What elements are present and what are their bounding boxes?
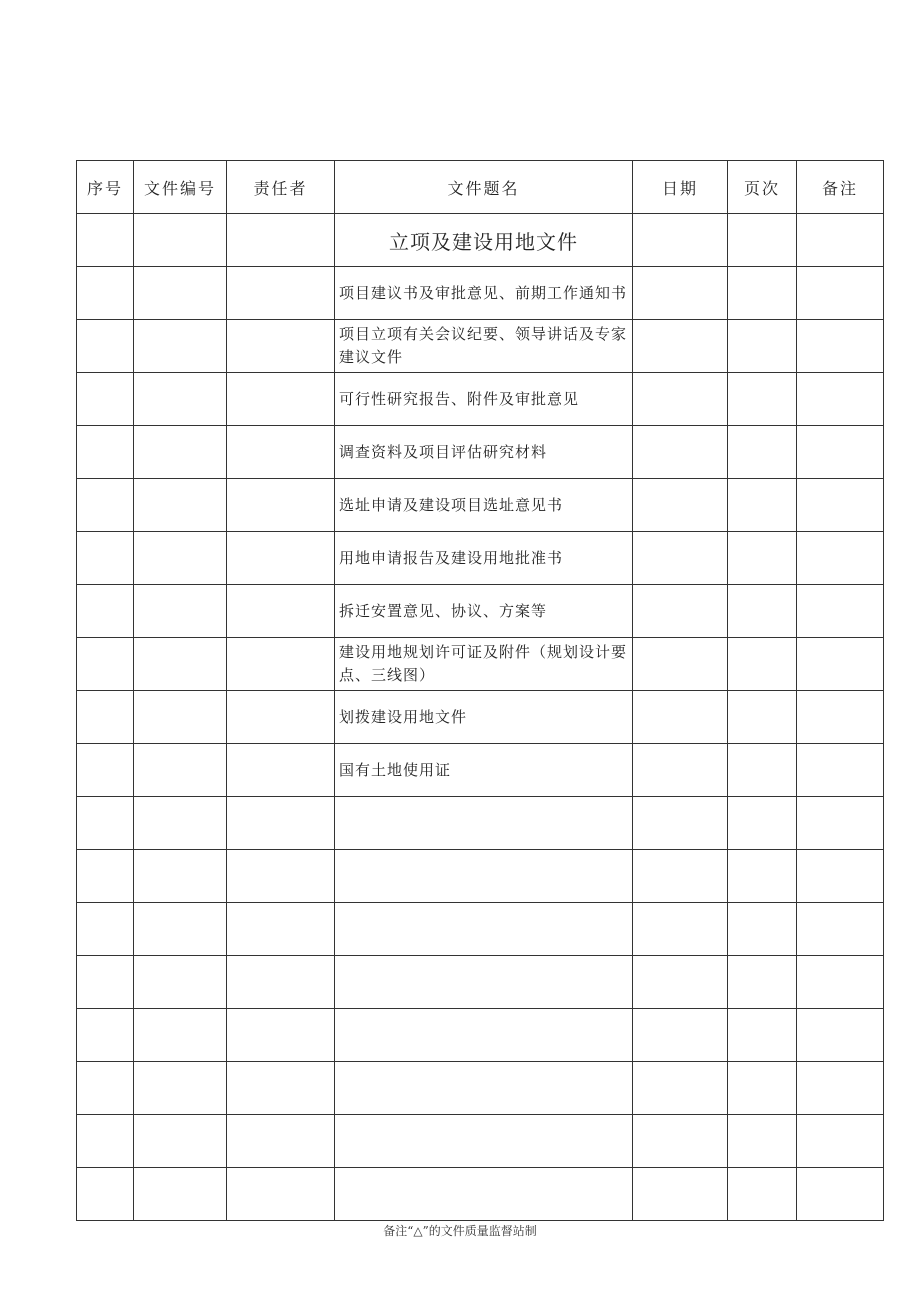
file-title-cell: 可行性研究报告、附件及审批意见: [335, 373, 633, 426]
file-title-cell: [335, 1115, 633, 1168]
file-title-cell: [335, 797, 633, 850]
responsible-cell: [227, 267, 335, 320]
remarks-cell: [797, 1062, 884, 1115]
remarks-cell: [797, 956, 884, 1009]
responsible-cell: [227, 479, 335, 532]
serial-cell: [77, 214, 134, 267]
empty-row: [77, 797, 884, 850]
file-number-cell: [134, 1009, 227, 1062]
file-number-cell: [134, 797, 227, 850]
table-row: [77, 532, 884, 585]
responsible-cell: [227, 585, 335, 638]
header-file-title: 文件题名: [335, 161, 633, 214]
file-title-cell: [335, 903, 633, 956]
remarks-cell: [797, 532, 884, 585]
file-title-cell: [335, 1168, 633, 1221]
file-title-cell: 项目建议书及审批意见、前期工作通知书: [335, 267, 633, 320]
remarks-cell: [797, 744, 884, 797]
serial-cell: [77, 1168, 134, 1221]
table-row: [77, 585, 884, 638]
page-cell: [728, 532, 797, 585]
file-register-table: [76, 160, 884, 1221]
serial-cell: [77, 638, 134, 691]
empty-row: [77, 956, 884, 1009]
header-file-number: 文件编号: [134, 161, 227, 214]
header-serial-number: 序号: [77, 161, 134, 214]
date-cell: [633, 373, 728, 426]
file-number-cell: [134, 267, 227, 320]
file-number-cell: [134, 585, 227, 638]
empty-row: [77, 1115, 884, 1168]
serial-cell: [77, 320, 134, 373]
responsible-cell: [227, 426, 335, 479]
date-cell: [633, 797, 728, 850]
header-page-number: 页次: [728, 161, 797, 214]
remarks-cell: [797, 479, 884, 532]
remarks-cell: [797, 850, 884, 903]
page-cell: [728, 638, 797, 691]
file-number-cell: [134, 956, 227, 1009]
serial-cell: [77, 956, 134, 1009]
file-number-cell: [134, 320, 227, 373]
header-date: 日期: [633, 161, 728, 214]
date-cell: [633, 1168, 728, 1221]
file-number-cell: [134, 532, 227, 585]
remarks-cell: [797, 267, 884, 320]
file-title-cell: 划拨建设用地文件: [335, 691, 633, 744]
responsible-cell: [227, 956, 335, 1009]
document-sheet: [76, 160, 883, 1221]
empty-row: [77, 1062, 884, 1115]
responsible-cell: [227, 1168, 335, 1221]
serial-cell: [77, 691, 134, 744]
page-cell: [728, 1115, 797, 1168]
responsible-cell: [227, 1115, 335, 1168]
page-cell: [728, 1168, 797, 1221]
remarks-cell: [797, 691, 884, 744]
file-title-cell: 项目立项有关会议纪要、领导讲话及专家建议文件: [335, 320, 633, 373]
footer-note: 备注“△”的文件质量监督站制: [383, 1224, 537, 1238]
file-title-cell: 拆迁安置意见、协议、方案等: [335, 585, 633, 638]
serial-cell: [77, 1115, 134, 1168]
page-cell: [728, 744, 797, 797]
remarks-cell: [797, 585, 884, 638]
page-cell: [728, 1062, 797, 1115]
responsible-cell: [227, 214, 335, 267]
file-title-cell: [335, 850, 633, 903]
date-cell: [633, 1062, 728, 1115]
file-title-cell: [335, 956, 633, 1009]
table-row: [77, 638, 884, 691]
date-cell: [633, 267, 728, 320]
file-title-cell: 用地申请报告及建设用地批准书: [335, 532, 633, 585]
date-cell: [633, 1115, 728, 1168]
date-cell: [633, 903, 728, 956]
responsible-cell: [227, 850, 335, 903]
table-row: [77, 426, 884, 479]
date-cell: [633, 320, 728, 373]
date-cell: [633, 691, 728, 744]
serial-cell: [77, 479, 134, 532]
file-title-cell: 国有土地使用证: [335, 744, 633, 797]
date-cell: [633, 1009, 728, 1062]
serial-cell: [77, 797, 134, 850]
file-title-cell: 调查资料及项目评估研究材料: [335, 426, 633, 479]
date-cell: [633, 956, 728, 1009]
responsible-cell: [227, 320, 335, 373]
remarks-cell: [797, 1168, 884, 1221]
table-row: [77, 479, 884, 532]
header-responsible-party: 责任者: [227, 161, 335, 214]
serial-cell: [77, 373, 134, 426]
responsible-cell: [227, 903, 335, 956]
date-cell: [633, 426, 728, 479]
responsible-cell: [227, 1009, 335, 1062]
file-number-cell: [134, 214, 227, 267]
table-row: [77, 373, 884, 426]
serial-cell: [77, 1009, 134, 1062]
date-cell: [633, 585, 728, 638]
header-row: [77, 161, 884, 214]
page-cell: [728, 214, 797, 267]
file-number-cell: [134, 1115, 227, 1168]
date-cell: [633, 479, 728, 532]
file-number-cell: [134, 479, 227, 532]
date-cell: [633, 850, 728, 903]
serial-cell: [77, 1062, 134, 1115]
serial-cell: [77, 532, 134, 585]
section-row: [77, 214, 884, 267]
table-row: [77, 267, 884, 320]
page-cell: [728, 691, 797, 744]
file-title-cell: 建设用地规划许可证及附件（规划设计要点、三线图）: [335, 638, 633, 691]
file-number-cell: [134, 744, 227, 797]
page-cell: [728, 320, 797, 373]
serial-cell: [77, 426, 134, 479]
serial-cell: [77, 850, 134, 903]
file-title-cell: [335, 1062, 633, 1115]
remarks-cell: [797, 373, 884, 426]
remarks-cell: [797, 797, 884, 850]
serial-cell: [77, 744, 134, 797]
page-cell: [728, 426, 797, 479]
date-cell: [633, 744, 728, 797]
remarks-cell: [797, 1115, 884, 1168]
remarks-cell: [797, 1009, 884, 1062]
header-remarks: 备注: [797, 161, 884, 214]
remarks-cell: [797, 903, 884, 956]
responsible-cell: [227, 638, 335, 691]
empty-row: [77, 1168, 884, 1221]
serial-cell: [77, 903, 134, 956]
file-number-cell: [134, 850, 227, 903]
file-number-cell: [134, 638, 227, 691]
date-cell: [633, 638, 728, 691]
date-cell: [633, 532, 728, 585]
serial-cell: [77, 267, 134, 320]
section-title: 立项及建设用地文件: [335, 214, 633, 267]
file-number-cell: [134, 1168, 227, 1221]
file-title-cell: [335, 1009, 633, 1062]
page-cell: [728, 850, 797, 903]
date-cell: [633, 214, 728, 267]
empty-row: [77, 1009, 884, 1062]
page-cell: [728, 903, 797, 956]
empty-row: [77, 903, 884, 956]
page-cell: [728, 267, 797, 320]
responsible-cell: [227, 1062, 335, 1115]
file-number-cell: [134, 903, 227, 956]
file-number-cell: [134, 1062, 227, 1115]
page-cell: [728, 373, 797, 426]
page-cell: [728, 1009, 797, 1062]
file-title-cell: 选址申请及建设项目选址意见书: [335, 479, 633, 532]
page-cell: [728, 479, 797, 532]
responsible-cell: [227, 373, 335, 426]
table-row: [77, 691, 884, 744]
remarks-cell: [797, 426, 884, 479]
file-number-cell: [134, 691, 227, 744]
remarks-cell: [797, 214, 884, 267]
responsible-cell: [227, 532, 335, 585]
file-number-cell: [134, 426, 227, 479]
empty-row: [77, 850, 884, 903]
page-cell: [728, 797, 797, 850]
table-row: [77, 320, 884, 373]
serial-cell: [77, 585, 134, 638]
page-cell: [728, 956, 797, 1009]
remarks-cell: [797, 638, 884, 691]
table-row: [77, 744, 884, 797]
remarks-cell: [797, 320, 884, 373]
page-cell: [728, 585, 797, 638]
responsible-cell: [227, 691, 335, 744]
responsible-cell: [227, 797, 335, 850]
responsible-cell: [227, 744, 335, 797]
file-number-cell: [134, 373, 227, 426]
